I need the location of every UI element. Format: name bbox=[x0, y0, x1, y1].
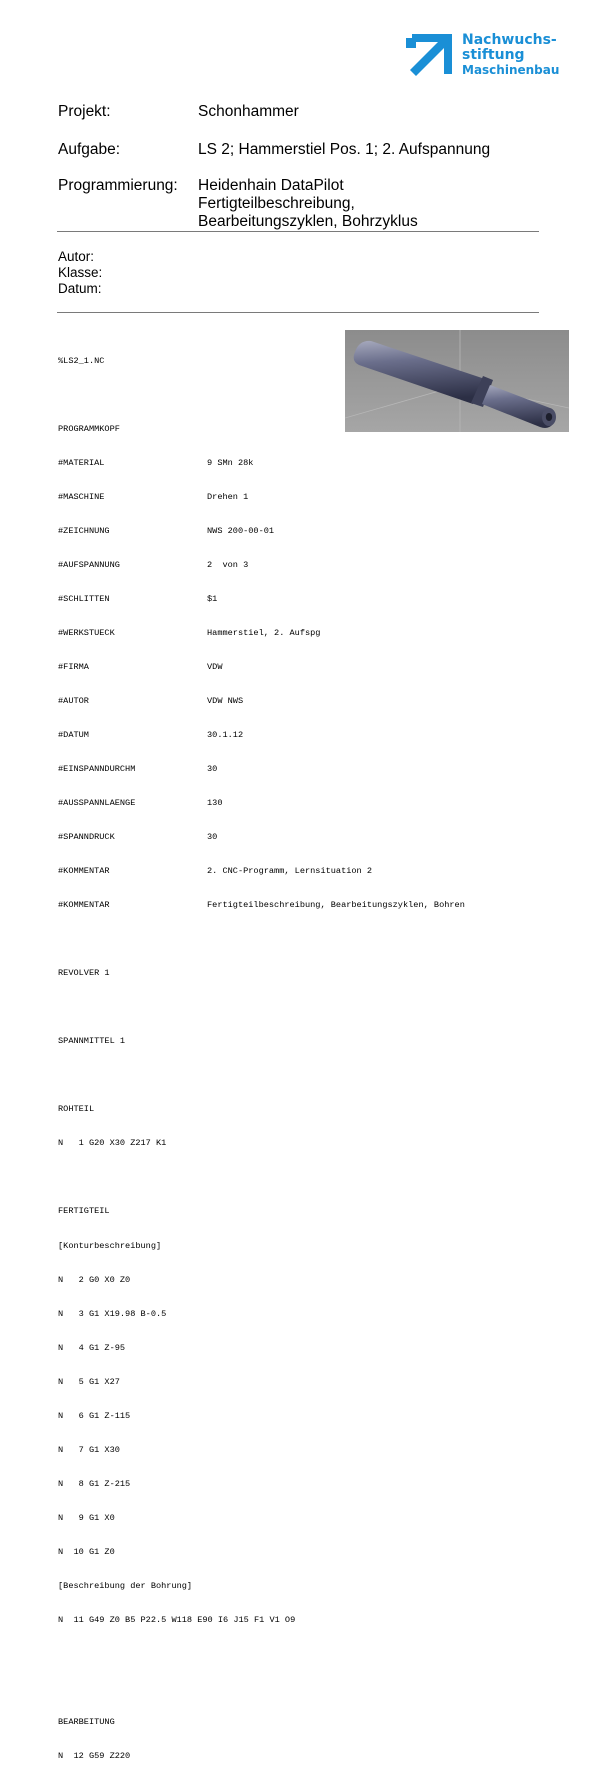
kopf-value: VDW bbox=[207, 661, 223, 672]
kopf-key: #ZEICHNUNG bbox=[58, 525, 110, 536]
nc-block: N 4 G1 Z-95 bbox=[58, 1342, 126, 1353]
meta-block bbox=[58, 249, 102, 297]
programmierung-label: Programmierung: bbox=[58, 177, 178, 194]
kopf-line bbox=[58, 526, 465, 537]
kopf-line bbox=[58, 492, 465, 503]
kopf-value: 2 von 3 bbox=[207, 559, 249, 570]
aufgabe-label: Aufgabe: bbox=[58, 141, 121, 158]
datum-label: Datum: bbox=[58, 281, 102, 296]
klasse-label: Klasse: bbox=[58, 265, 103, 280]
arrow-logo-icon bbox=[406, 34, 452, 80]
kopf-key: #AUSSPANNLAENGE bbox=[58, 798, 136, 809]
kopf-value: 9 SMn 28k bbox=[207, 457, 254, 468]
blank-line bbox=[58, 1070, 465, 1081]
blank-line bbox=[58, 1172, 465, 1183]
kopf-value: 2. CNC-Programm, Lernsituation 2 bbox=[207, 866, 373, 877]
programmkopf-title: PROGRAMMKOPF bbox=[58, 423, 120, 434]
programmierung-value-1: Heidenhain DataPilot bbox=[198, 177, 344, 194]
blank-line bbox=[58, 934, 465, 945]
nc-block: N 5 G1 X27 bbox=[58, 1376, 120, 1387]
fertigteil-title: FERTIGTEIL bbox=[58, 1206, 110, 1217]
program-filename: %LS2_1.NC bbox=[58, 355, 105, 366]
blank-line bbox=[58, 390, 465, 401]
kopf-key: #MASCHINE bbox=[58, 491, 105, 502]
kopf-line bbox=[58, 696, 465, 707]
kopf-value: NWS 200-00-01 bbox=[207, 525, 275, 536]
spannmittel-line: SPANNMITTEL 1 bbox=[58, 1036, 126, 1047]
kopf-line bbox=[58, 900, 465, 911]
aufgabe-value: LS 2; Hammerstiel Pos. 1; 2. Aufspannung bbox=[198, 141, 491, 158]
kopf-key: #AUTOR bbox=[58, 696, 89, 706]
programmierung-value-3: Bearbeitungszyklen, Bohrzyklus bbox=[198, 213, 418, 230]
nc-block: N 9 G1 X0 bbox=[58, 1512, 115, 1523]
kopf-value: 30.1.12 bbox=[207, 730, 244, 741]
bearbeitung-title: BEARBEITUNG bbox=[58, 1716, 115, 1727]
programmierung-value-2: Fertigteilbeschreibung, bbox=[198, 195, 355, 212]
kopf-value: Hammerstiel, 2. Aufspg bbox=[207, 627, 321, 638]
kopf-key: #AUFSPANNUNG bbox=[58, 559, 120, 570]
kopf-key: #SCHLITTEN bbox=[58, 593, 110, 604]
kopf-line bbox=[58, 866, 465, 877]
kopf-value: 130 bbox=[207, 798, 223, 809]
kopf-line bbox=[58, 798, 465, 809]
nc-block: N 10 G1 Z0 bbox=[58, 1546, 115, 1557]
kopf-key: #KOMMENTAR bbox=[58, 900, 110, 911]
nachwuchsstiftung-logo bbox=[406, 33, 566, 83]
kopf-line bbox=[58, 560, 465, 571]
nc-block: N 8 G1 Z-215 bbox=[58, 1478, 131, 1489]
divider-top bbox=[57, 231, 539, 232]
kontur-comment: [Konturbeschreibung] bbox=[58, 1240, 162, 1251]
revolver-line: REVOLVER 1 bbox=[58, 968, 110, 979]
kopf-key: #SPANNDRUCK bbox=[58, 832, 115, 843]
kopf-line bbox=[58, 764, 465, 775]
blank-line bbox=[58, 1002, 465, 1013]
nc-block: N 2 G0 X0 Z0 bbox=[58, 1274, 131, 1285]
projekt-value: Schonhammer bbox=[198, 103, 299, 120]
nc-block: N 12 G59 Z220 bbox=[58, 1750, 131, 1761]
logo-line-2: stiftung bbox=[462, 47, 525, 63]
kopf-value: 30 bbox=[207, 832, 218, 843]
divider-bottom bbox=[57, 312, 539, 313]
nc-block: N 11 G49 Z0 B5 P22.5 W118 E90 I6 J15 F1 V1 O9 bbox=[58, 1614, 296, 1625]
kopf-key: #FIRMA bbox=[58, 661, 89, 672]
kopf-line bbox=[58, 594, 465, 605]
blank-line bbox=[58, 1649, 465, 1660]
kopf-value: Drehen 1 bbox=[207, 491, 249, 502]
nc-block: N 7 G1 X30 bbox=[58, 1444, 120, 1455]
kopf-value: VDW NWS bbox=[207, 696, 244, 706]
kopf-line bbox=[58, 730, 465, 741]
bohrung-comment: [Beschreibung der Bohrung] bbox=[58, 1580, 193, 1591]
kopf-key: #DATUM bbox=[58, 730, 89, 741]
logo-line-3: Maschinenbau bbox=[462, 63, 560, 77]
nc-block: N 3 G1 X19.98 B-0.5 bbox=[58, 1308, 167, 1319]
rohteil-title: ROHTEIL bbox=[58, 1104, 95, 1115]
logo-line-1: Nachwuchs- bbox=[462, 32, 557, 48]
kopf-key: #EINSPANNDURCHM bbox=[58, 764, 136, 775]
nc-block: N 1 G20 X30 Z217 K1 bbox=[58, 1138, 167, 1149]
kopf-line bbox=[58, 458, 465, 469]
kopf-key: #MATERIAL bbox=[58, 457, 105, 468]
autor-label: Autor: bbox=[58, 249, 95, 264]
kopf-line bbox=[58, 628, 465, 639]
kopf-key: #KOMMENTAR bbox=[58, 866, 110, 877]
logo-wordmark bbox=[462, 33, 559, 78]
kopf-line bbox=[58, 662, 465, 673]
blank-line bbox=[58, 1683, 465, 1694]
projekt-label: Projekt: bbox=[58, 103, 111, 120]
kopf-line bbox=[58, 832, 465, 843]
kopf-value: $1 bbox=[207, 593, 218, 604]
kopf-key: #WERKSTUECK bbox=[58, 627, 115, 638]
kopf-value: Fertigteilbeschreibung, Bearbeitungszyklen, Bohren bbox=[207, 900, 465, 911]
kopf-value: 30 bbox=[207, 764, 218, 775]
nc-block: N 6 G1 Z-115 bbox=[58, 1410, 131, 1421]
cnc-program-listing bbox=[58, 333, 465, 1774]
